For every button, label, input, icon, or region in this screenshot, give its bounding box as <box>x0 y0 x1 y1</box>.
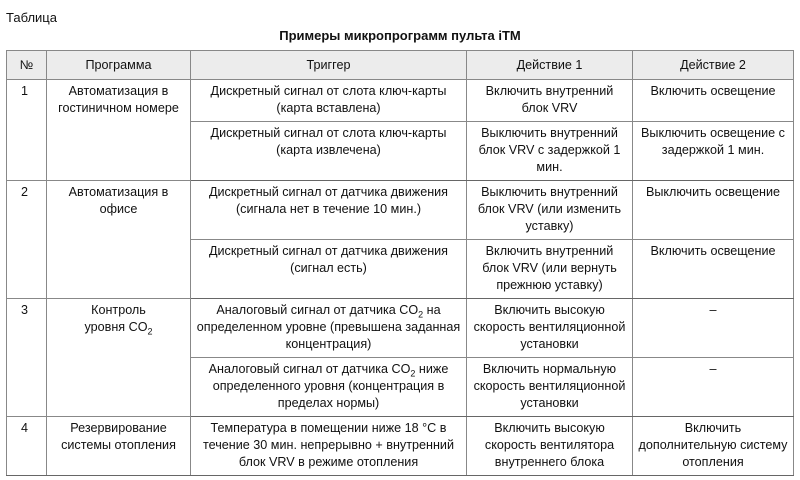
column-header-program: Программа <box>47 51 191 80</box>
subscript-2: 2 <box>147 326 153 337</box>
trigger-cell: Дискретный сигнал от слота ключ-карты (карта вставлена) <box>191 80 467 122</box>
program-line-1: Контроль <box>91 303 146 317</box>
table-row <box>7 299 794 358</box>
table-caption-label: Таблица <box>6 10 57 25</box>
table-row <box>7 80 794 122</box>
program-cell <box>47 299 191 417</box>
action-1-cell: Включить высокую скорость вентилятора внутреннего блока <box>467 417 633 476</box>
trigger-text-prefix: Аналоговый сигнал от датчика CO <box>208 362 411 376</box>
subscript-2: 2 <box>410 368 416 379</box>
action-2-cell: Включить дополнительную систему отопления <box>633 417 794 476</box>
column-header-action-1: Действие 1 <box>467 51 633 80</box>
column-header-action-2: Действие 2 <box>633 51 794 80</box>
subscript-2: 2 <box>418 309 424 320</box>
action-1-cell: Включить высокую скорость вентиляционной установки <box>467 299 633 358</box>
table-row <box>7 417 794 476</box>
row-number: 1 <box>7 80 47 181</box>
trigger-text-suffix: ниже определенного уровня (концентрация в пределах нормы) <box>212 362 449 410</box>
trigger-text-suffix: на определенном уровне (превышена заданная концентрация) <box>196 303 461 351</box>
trigger-cell: Дискретный сигнал от датчика движения (сигнал есть) <box>191 240 467 299</box>
action-2-cell: Выключить освещение <box>633 181 794 240</box>
table-header-row <box>7 51 794 80</box>
trigger-cell: Дискретный сигнал от датчика движения (сигнала нет в течение 10 мин.) <box>191 181 467 240</box>
trigger-cell <box>191 358 467 417</box>
action-1-cell: Включить внутренний блок VRV <box>467 80 633 122</box>
program-cell: Резервирование системы отопления <box>47 417 191 476</box>
firmware-examples-table <box>6 50 794 476</box>
column-header-number: № <box>7 51 47 80</box>
row-number: 3 <box>7 299 47 417</box>
program-cell: Автоматизация в офисе <box>47 181 191 299</box>
table-row <box>7 181 794 240</box>
action-2-cell: – <box>633 299 794 358</box>
trigger-cell <box>191 299 467 358</box>
row-number: 2 <box>7 181 47 299</box>
action-2-cell: Выключить освещение с задержкой 1 мин. <box>633 122 794 181</box>
action-1-cell: Включить нормальную скорость вентиляционной установки <box>467 358 633 417</box>
table-title: Примеры микропрограмм пульта iTM <box>279 28 521 43</box>
action-1-cell: Выключить внутренний блок VRV (или изменить уставку) <box>467 181 633 240</box>
trigger-cell: Дискретный сигнал от слота ключ-карты (карта извлечена) <box>191 122 467 181</box>
action-2-cell: – <box>633 358 794 417</box>
action-2-cell: Включить освещение <box>633 80 794 122</box>
trigger-cell: Температура в помещении ниже 18 °C в течение 30 мин. непрерывно + внутренний блок VRV в режиме отопления <box>191 417 467 476</box>
action-2-cell: Включить освещение <box>633 240 794 299</box>
program-cell: Автоматизация в гостиничном номере <box>47 80 191 181</box>
action-1-cell: Выключить внутренний блок VRV с задержкой 1 мин. <box>467 122 633 181</box>
column-header-trigger: Триггер <box>191 51 467 80</box>
action-1-cell: Включить внутренний блок VRV (или вернуть прежнюю уставку) <box>467 240 633 299</box>
row-number: 4 <box>7 417 47 476</box>
trigger-text-prefix: Аналоговый сигнал от датчика CO <box>216 303 419 317</box>
program-line-2: уровня CO <box>84 320 148 334</box>
